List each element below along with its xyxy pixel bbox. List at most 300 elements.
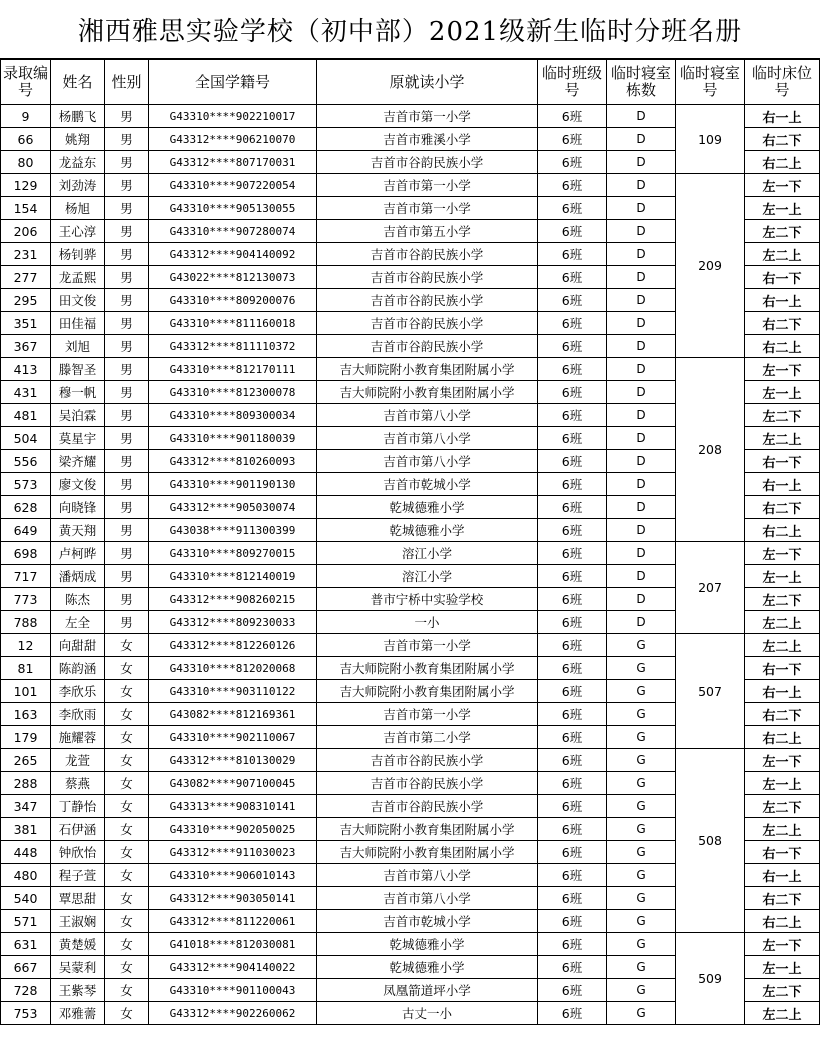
cell-name: 王心淳 bbox=[51, 220, 105, 243]
cell-name: 钟欣怡 bbox=[51, 841, 105, 864]
cell-admission-no: 231 bbox=[1, 243, 51, 266]
cell-admission-no: 81 bbox=[1, 657, 51, 680]
cell-dorm-block: D bbox=[607, 542, 676, 565]
header-name: 姓名 bbox=[51, 60, 105, 105]
cell-admission-no: 351 bbox=[1, 312, 51, 335]
cell-student-id: G43310****905130055 bbox=[149, 197, 317, 220]
cell-gender: 女 bbox=[105, 680, 149, 703]
cell-dorm-block: D bbox=[607, 243, 676, 266]
cell-bed: 左二上 bbox=[745, 634, 820, 657]
cell-gender: 男 bbox=[105, 450, 149, 473]
cell-gender: 女 bbox=[105, 910, 149, 933]
cell-class: 6班 bbox=[538, 772, 607, 795]
cell-class: 6班 bbox=[538, 657, 607, 680]
cell-name: 王紫琴 bbox=[51, 979, 105, 1002]
cell-admission-no: 431 bbox=[1, 381, 51, 404]
cell-admission-no: 154 bbox=[1, 197, 51, 220]
cell-bed: 左二下 bbox=[745, 220, 820, 243]
cell-student-id: G43310****903110122 bbox=[149, 680, 317, 703]
cell-bed: 左二上 bbox=[745, 427, 820, 450]
cell-primary-school: 古丈一小 bbox=[317, 1002, 538, 1025]
cell-student-id: G43312****807170031 bbox=[149, 151, 317, 174]
cell-gender: 女 bbox=[105, 634, 149, 657]
cell-gender: 男 bbox=[105, 312, 149, 335]
cell-primary-school: 乾城德雅小学 bbox=[317, 933, 538, 956]
cell-gender: 女 bbox=[105, 841, 149, 864]
cell-name: 杨旭 bbox=[51, 197, 105, 220]
cell-primary-school: 吉大师院附小教育集团附属小学 bbox=[317, 841, 538, 864]
cell-primary-school: 乾城德雅小学 bbox=[317, 496, 538, 519]
cell-dorm-block: G bbox=[607, 703, 676, 726]
cell-student-id: G43310****811160018 bbox=[149, 312, 317, 335]
cell-gender: 女 bbox=[105, 795, 149, 818]
cell-primary-school: 吉首市第一小学 bbox=[317, 174, 538, 197]
cell-admission-no: 573 bbox=[1, 473, 51, 496]
cell-class: 6班 bbox=[538, 749, 607, 772]
cell-class: 6班 bbox=[538, 496, 607, 519]
cell-student-id: G43310****812020068 bbox=[149, 657, 317, 680]
cell-admission-no: 728 bbox=[1, 979, 51, 1002]
cell-name: 向甜甜 bbox=[51, 634, 105, 657]
cell-name: 程子萱 bbox=[51, 864, 105, 887]
cell-primary-school: 吉大师院附小教育集团附属小学 bbox=[317, 818, 538, 841]
cell-gender: 男 bbox=[105, 174, 149, 197]
cell-student-id: G41018****812030081 bbox=[149, 933, 317, 956]
cell-primary-school: 吉首市谷韵民族小学 bbox=[317, 289, 538, 312]
page-title: 湘西雅思实验学校（初中部）2021级新生临时分班名册 bbox=[77, 16, 743, 47]
cell-dorm-block: G bbox=[607, 956, 676, 979]
cell-admission-no: 367 bbox=[1, 335, 51, 358]
cell-student-id: G43312****904140022 bbox=[149, 956, 317, 979]
cell-bed: 左一上 bbox=[745, 956, 820, 979]
cell-dorm-block: D bbox=[607, 381, 676, 404]
cell-student-id: G43310****906010143 bbox=[149, 864, 317, 887]
cell-gender: 女 bbox=[105, 657, 149, 680]
cell-admission-no: 480 bbox=[1, 864, 51, 887]
cell-name: 王淑娴 bbox=[51, 910, 105, 933]
cell-name: 姚翔 bbox=[51, 128, 105, 151]
cell-student-id: G43312****903050141 bbox=[149, 887, 317, 910]
cell-name: 覃思甜 bbox=[51, 887, 105, 910]
cell-class: 6班 bbox=[538, 128, 607, 151]
cell-name: 黄楚媛 bbox=[51, 933, 105, 956]
cell-admission-no: 80 bbox=[1, 151, 51, 174]
cell-name: 田佳福 bbox=[51, 312, 105, 335]
cell-name: 杨钊骅 bbox=[51, 243, 105, 266]
cell-name: 龙孟熙 bbox=[51, 266, 105, 289]
table-row bbox=[1, 634, 820, 657]
cell-bed: 右二下 bbox=[745, 128, 820, 151]
cell-name: 卢柯晔 bbox=[51, 542, 105, 565]
cell-gender: 男 bbox=[105, 266, 149, 289]
cell-student-id: G43310****901100043 bbox=[149, 979, 317, 1002]
cell-gender: 女 bbox=[105, 1002, 149, 1025]
cell-gender: 男 bbox=[105, 335, 149, 358]
cell-class: 6班 bbox=[538, 841, 607, 864]
cell-gender: 男 bbox=[105, 358, 149, 381]
cell-admission-no: 753 bbox=[1, 1002, 51, 1025]
cell-primary-school: 吉首市谷韵民族小学 bbox=[317, 335, 538, 358]
cell-gender: 男 bbox=[105, 289, 149, 312]
cell-primary-school: 吉首市雅溪小学 bbox=[317, 128, 538, 151]
cell-bed: 左一上 bbox=[745, 565, 820, 588]
cell-name: 向晓锋 bbox=[51, 496, 105, 519]
cell-class: 6班 bbox=[538, 220, 607, 243]
cell-class: 6班 bbox=[538, 174, 607, 197]
cell-class: 6班 bbox=[538, 404, 607, 427]
cell-gender: 男 bbox=[105, 473, 149, 496]
cell-dorm-block: D bbox=[607, 565, 676, 588]
cell-primary-school: 溶江小学 bbox=[317, 565, 538, 588]
cell-primary-school: 乾城德雅小学 bbox=[317, 519, 538, 542]
cell-class: 6班 bbox=[538, 565, 607, 588]
cell-primary-school: 吉首市乾城小学 bbox=[317, 910, 538, 933]
cell-primary-school: 吉首市第八小学 bbox=[317, 864, 538, 887]
cell-bed: 左二下 bbox=[745, 795, 820, 818]
table-row bbox=[1, 749, 820, 772]
cell-student-id: G43310****901180039 bbox=[149, 427, 317, 450]
cell-gender: 男 bbox=[105, 611, 149, 634]
cell-student-id: G43310****812170111 bbox=[149, 358, 317, 381]
cell-class: 6班 bbox=[538, 956, 607, 979]
cell-student-id: G43022****812130073 bbox=[149, 266, 317, 289]
cell-name: 莫星宇 bbox=[51, 427, 105, 450]
cell-name: 陈杰 bbox=[51, 588, 105, 611]
cell-student-id: G43312****810130029 bbox=[149, 749, 317, 772]
cell-admission-no: 381 bbox=[1, 818, 51, 841]
cell-gender: 女 bbox=[105, 749, 149, 772]
cell-student-id: G43310****907280074 bbox=[149, 220, 317, 243]
cell-dorm-block: G bbox=[607, 979, 676, 1002]
cell-bed: 右一上 bbox=[745, 289, 820, 312]
cell-admission-no: 556 bbox=[1, 450, 51, 473]
cell-gender: 女 bbox=[105, 772, 149, 795]
cell-primary-school: 吉大师院附小教育集团附属小学 bbox=[317, 657, 538, 680]
cell-gender: 男 bbox=[105, 588, 149, 611]
cell-name: 穆一帆 bbox=[51, 381, 105, 404]
cell-student-id: G43312****810260093 bbox=[149, 450, 317, 473]
roster-table bbox=[0, 59, 820, 1025]
cell-student-id: G43312****908260215 bbox=[149, 588, 317, 611]
cell-dorm-block: G bbox=[607, 680, 676, 703]
cell-class: 6班 bbox=[538, 151, 607, 174]
cell-bed: 左二下 bbox=[745, 979, 820, 1002]
cell-class: 6班 bbox=[538, 450, 607, 473]
cell-admission-no: 347 bbox=[1, 795, 51, 818]
cell-gender: 男 bbox=[105, 197, 149, 220]
header-dorm-block: 临时寝室栋数 bbox=[607, 60, 676, 105]
cell-name: 潘炳成 bbox=[51, 565, 105, 588]
cell-name: 杨鹏飞 bbox=[51, 105, 105, 128]
cell-primary-school: 吉首市第八小学 bbox=[317, 450, 538, 473]
cell-dorm-room: 109 bbox=[676, 105, 745, 174]
cell-class: 6班 bbox=[538, 335, 607, 358]
cell-dorm-room: 207 bbox=[676, 542, 745, 634]
cell-gender: 男 bbox=[105, 565, 149, 588]
cell-admission-no: 206 bbox=[1, 220, 51, 243]
cell-student-id: G43312****809230033 bbox=[149, 611, 317, 634]
cell-name: 邓雅薷 bbox=[51, 1002, 105, 1025]
cell-primary-school: 吉首市谷韵民族小学 bbox=[317, 243, 538, 266]
cell-bed: 左一下 bbox=[745, 749, 820, 772]
cell-gender: 男 bbox=[105, 128, 149, 151]
cell-admission-no: 504 bbox=[1, 427, 51, 450]
cell-gender: 男 bbox=[105, 519, 149, 542]
cell-name: 刘旭 bbox=[51, 335, 105, 358]
cell-bed: 左一下 bbox=[745, 542, 820, 565]
cell-dorm-block: D bbox=[607, 427, 676, 450]
cell-dorm-block: D bbox=[607, 450, 676, 473]
cell-primary-school: 吉首市第八小学 bbox=[317, 887, 538, 910]
cell-bed: 左一上 bbox=[745, 381, 820, 404]
cell-admission-no: 288 bbox=[1, 772, 51, 795]
cell-gender: 男 bbox=[105, 496, 149, 519]
cell-bed: 右二下 bbox=[745, 496, 820, 519]
cell-class: 6班 bbox=[538, 910, 607, 933]
header-bed: 临时床位号 bbox=[745, 60, 820, 105]
cell-dorm-block: G bbox=[607, 864, 676, 887]
header-class: 临时班级号 bbox=[538, 60, 607, 105]
cell-dorm-block: D bbox=[607, 611, 676, 634]
cell-bed: 右二下 bbox=[745, 887, 820, 910]
cell-gender: 男 bbox=[105, 542, 149, 565]
cell-dorm-block: D bbox=[607, 473, 676, 496]
cell-class: 6班 bbox=[538, 887, 607, 910]
cell-dorm-block: G bbox=[607, 841, 676, 864]
cell-dorm-room: 209 bbox=[676, 174, 745, 358]
cell-name: 刘劲涛 bbox=[51, 174, 105, 197]
cell-student-id: G43312****905030074 bbox=[149, 496, 317, 519]
cell-primary-school: 吉首市第八小学 bbox=[317, 427, 538, 450]
cell-gender: 女 bbox=[105, 887, 149, 910]
cell-student-id: G43312****906210070 bbox=[149, 128, 317, 151]
cell-gender: 女 bbox=[105, 979, 149, 1002]
cell-class: 6班 bbox=[538, 680, 607, 703]
cell-class: 6班 bbox=[538, 1002, 607, 1025]
cell-name: 田文俊 bbox=[51, 289, 105, 312]
cell-admission-no: 163 bbox=[1, 703, 51, 726]
cell-dorm-block: G bbox=[607, 818, 676, 841]
header-student-id: 全国学籍号 bbox=[149, 60, 317, 105]
cell-admission-no: 628 bbox=[1, 496, 51, 519]
cell-class: 6班 bbox=[538, 289, 607, 312]
cell-class: 6班 bbox=[538, 864, 607, 887]
cell-student-id: G43310****902050025 bbox=[149, 818, 317, 841]
cell-bed: 左二上 bbox=[745, 818, 820, 841]
cell-class: 6班 bbox=[538, 979, 607, 1002]
cell-name: 龙萱 bbox=[51, 749, 105, 772]
cell-class: 6班 bbox=[538, 611, 607, 634]
cell-primary-school: 吉大师院附小教育集团附属小学 bbox=[317, 358, 538, 381]
cell-bed: 右一上 bbox=[745, 680, 820, 703]
cell-admission-no: 667 bbox=[1, 956, 51, 979]
cell-bed: 左二下 bbox=[745, 404, 820, 427]
cell-admission-no: 265 bbox=[1, 749, 51, 772]
header-admission-no: 录取编号 bbox=[1, 60, 51, 105]
cell-bed: 右一上 bbox=[745, 864, 820, 887]
cell-name: 蔡燕 bbox=[51, 772, 105, 795]
cell-bed: 左一下 bbox=[745, 358, 820, 381]
cell-primary-school: 吉首市谷韵民族小学 bbox=[317, 151, 538, 174]
cell-gender: 女 bbox=[105, 933, 149, 956]
cell-class: 6班 bbox=[538, 933, 607, 956]
cell-admission-no: 698 bbox=[1, 542, 51, 565]
cell-bed: 右二下 bbox=[745, 312, 820, 335]
cell-bed: 右一下 bbox=[745, 841, 820, 864]
cell-class: 6班 bbox=[538, 634, 607, 657]
table-row bbox=[1, 174, 820, 197]
cell-admission-no: 448 bbox=[1, 841, 51, 864]
cell-dorm-block: D bbox=[607, 588, 676, 611]
cell-primary-school: 吉首市谷韵民族小学 bbox=[317, 266, 538, 289]
cell-dorm-block: G bbox=[607, 887, 676, 910]
cell-primary-school: 吉首市谷韵民族小学 bbox=[317, 312, 538, 335]
cell-name: 黄天翔 bbox=[51, 519, 105, 542]
cell-class: 6班 bbox=[538, 358, 607, 381]
cell-admission-no: 631 bbox=[1, 933, 51, 956]
cell-admission-no: 277 bbox=[1, 266, 51, 289]
cell-dorm-room: 508 bbox=[676, 749, 745, 933]
cell-dorm-block: D bbox=[607, 105, 676, 128]
cell-primary-school: 吉首市第一小学 bbox=[317, 634, 538, 657]
cell-class: 6班 bbox=[538, 381, 607, 404]
cell-gender: 男 bbox=[105, 404, 149, 427]
cell-bed: 右一下 bbox=[745, 657, 820, 680]
cell-name: 滕智圣 bbox=[51, 358, 105, 381]
cell-admission-no: 717 bbox=[1, 565, 51, 588]
cell-primary-school: 溶江小学 bbox=[317, 542, 538, 565]
cell-primary-school: 吉首市谷韵民族小学 bbox=[317, 795, 538, 818]
cell-bed: 右二下 bbox=[745, 703, 820, 726]
cell-primary-school: 吉首市第一小学 bbox=[317, 703, 538, 726]
cell-dorm-block: G bbox=[607, 726, 676, 749]
cell-name: 陈韵涵 bbox=[51, 657, 105, 680]
cell-student-id: G43310****901190130 bbox=[149, 473, 317, 496]
cell-dorm-block: D bbox=[607, 128, 676, 151]
cell-dorm-block: D bbox=[607, 289, 676, 312]
cell-name: 李欣雨 bbox=[51, 703, 105, 726]
cell-class: 6班 bbox=[538, 703, 607, 726]
cell-name: 左全 bbox=[51, 611, 105, 634]
cell-student-id: G43310****809270015 bbox=[149, 542, 317, 565]
cell-bed: 右二上 bbox=[745, 519, 820, 542]
cell-primary-school: 凤凰箭道坪小学 bbox=[317, 979, 538, 1002]
cell-primary-school: 吉首市谷韵民族小学 bbox=[317, 772, 538, 795]
cell-bed: 右一上 bbox=[745, 105, 820, 128]
table-row bbox=[1, 542, 820, 565]
cell-class: 6班 bbox=[538, 427, 607, 450]
cell-class: 6班 bbox=[538, 726, 607, 749]
cell-student-id: G43312****904140092 bbox=[149, 243, 317, 266]
cell-name: 吴蒙利 bbox=[51, 956, 105, 979]
cell-primary-school: 乾城德雅小学 bbox=[317, 956, 538, 979]
cell-student-id: G43310****902210017 bbox=[149, 105, 317, 128]
header-gender: 性别 bbox=[105, 60, 149, 105]
cell-primary-school: 吉首市第五小学 bbox=[317, 220, 538, 243]
cell-name: 龙益东 bbox=[51, 151, 105, 174]
cell-dorm-block: G bbox=[607, 657, 676, 680]
cell-gender: 男 bbox=[105, 381, 149, 404]
cell-dorm-block: D bbox=[607, 519, 676, 542]
cell-primary-school: 吉首市第八小学 bbox=[317, 404, 538, 427]
cell-student-id: G43312****902260062 bbox=[149, 1002, 317, 1025]
cell-primary-school: 吉大师院附小教育集团附属小学 bbox=[317, 381, 538, 404]
cell-primary-school: 吉首市第一小学 bbox=[317, 105, 538, 128]
cell-gender: 男 bbox=[105, 105, 149, 128]
cell-admission-no: 481 bbox=[1, 404, 51, 427]
cell-bed: 右一上 bbox=[745, 473, 820, 496]
cell-class: 6班 bbox=[538, 197, 607, 220]
cell-admission-no: 788 bbox=[1, 611, 51, 634]
cell-primary-school: 一小 bbox=[317, 611, 538, 634]
cell-admission-no: 66 bbox=[1, 128, 51, 151]
cell-admission-no: 12 bbox=[1, 634, 51, 657]
cell-name: 廖文俊 bbox=[51, 473, 105, 496]
cell-student-id: G43310****809200076 bbox=[149, 289, 317, 312]
cell-bed: 右二上 bbox=[745, 726, 820, 749]
cell-dorm-block: G bbox=[607, 910, 676, 933]
cell-gender: 男 bbox=[105, 243, 149, 266]
cell-bed: 右二上 bbox=[745, 335, 820, 358]
cell-dorm-room: 507 bbox=[676, 634, 745, 749]
cell-student-id: G43312****811110372 bbox=[149, 335, 317, 358]
cell-student-id: G43310****809300034 bbox=[149, 404, 317, 427]
cell-name: 李欣乐 bbox=[51, 680, 105, 703]
cell-student-id: G43038****911300399 bbox=[149, 519, 317, 542]
cell-student-id: G43310****907220054 bbox=[149, 174, 317, 197]
header-primary-school: 原就读小学 bbox=[317, 60, 538, 105]
cell-gender: 男 bbox=[105, 427, 149, 450]
cell-dorm-block: G bbox=[607, 772, 676, 795]
cell-class: 6班 bbox=[538, 795, 607, 818]
cell-admission-no: 101 bbox=[1, 680, 51, 703]
cell-student-id: G43313****908310141 bbox=[149, 795, 317, 818]
cell-dorm-block: D bbox=[607, 496, 676, 519]
cell-primary-school: 吉首市第一小学 bbox=[317, 197, 538, 220]
cell-gender: 女 bbox=[105, 703, 149, 726]
cell-bed: 左一下 bbox=[745, 933, 820, 956]
cell-dorm-block: D bbox=[607, 312, 676, 335]
cell-class: 6班 bbox=[538, 473, 607, 496]
cell-dorm-block: D bbox=[607, 266, 676, 289]
cell-admission-no: 540 bbox=[1, 887, 51, 910]
cell-admission-no: 9 bbox=[1, 105, 51, 128]
header-dorm-room: 临时寝室号 bbox=[676, 60, 745, 105]
cell-dorm-block: D bbox=[607, 151, 676, 174]
cell-bed: 左一下 bbox=[745, 174, 820, 197]
table-row bbox=[1, 105, 820, 128]
cell-primary-school: 吉首市乾城小学 bbox=[317, 473, 538, 496]
cell-student-id: G43310****812300078 bbox=[149, 381, 317, 404]
cell-primary-school: 吉首市第二小学 bbox=[317, 726, 538, 749]
cell-admission-no: 649 bbox=[1, 519, 51, 542]
cell-student-id: G43310****902110067 bbox=[149, 726, 317, 749]
cell-dorm-block: D bbox=[607, 197, 676, 220]
cell-dorm-block: G bbox=[607, 634, 676, 657]
cell-gender: 女 bbox=[105, 864, 149, 887]
cell-name: 梁齐耀 bbox=[51, 450, 105, 473]
cell-dorm-block: D bbox=[607, 174, 676, 197]
cell-student-id: G43082****812169361 bbox=[149, 703, 317, 726]
cell-class: 6班 bbox=[538, 243, 607, 266]
cell-gender: 男 bbox=[105, 220, 149, 243]
cell-class: 6班 bbox=[538, 105, 607, 128]
cell-student-id: G43310****812140019 bbox=[149, 565, 317, 588]
cell-class: 6班 bbox=[538, 266, 607, 289]
cell-name: 吴泊霖 bbox=[51, 404, 105, 427]
cell-student-id: G43312****812260126 bbox=[149, 634, 317, 657]
cell-gender: 女 bbox=[105, 818, 149, 841]
